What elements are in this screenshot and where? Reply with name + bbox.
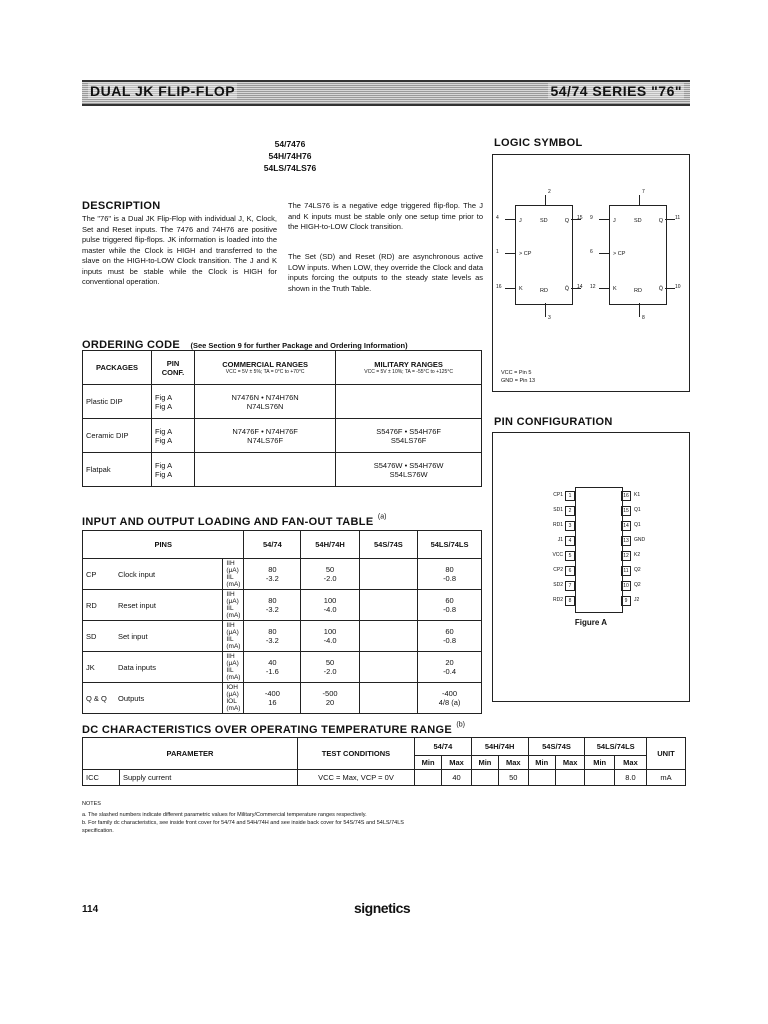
flip-flop-1: J > CP K SD RD Q Q̄ xyxy=(515,205,573,305)
value-cell: 80 -3.2 xyxy=(244,590,301,621)
pin-box: 4 xyxy=(565,536,575,546)
pin-box: 8 xyxy=(565,596,575,606)
pin-box: 15 xyxy=(621,506,631,516)
pin-box: 14 xyxy=(621,521,631,531)
table-row xyxy=(83,453,482,487)
part-number: 54H/74H76 xyxy=(268,151,312,161)
pin-desc: Reset input xyxy=(118,600,156,610)
pin-symbol: CP xyxy=(86,569,97,579)
loading-sup: (a) xyxy=(377,513,387,521)
col-unit: UNIT xyxy=(647,738,686,770)
col-group: 54S/74S xyxy=(528,738,585,756)
col-min: Min xyxy=(414,756,441,770)
notes xyxy=(82,800,412,835)
col-max: Max xyxy=(555,756,585,770)
table-row xyxy=(83,621,482,652)
dc-heading: DC CHARACTERISTICS OVER OPERATING TEMPERATURE RANGE xyxy=(82,724,452,736)
col-5474: 54/74 xyxy=(244,531,301,559)
dc-table xyxy=(82,737,686,786)
col-commercial xyxy=(195,351,336,385)
pin-config-frame xyxy=(492,432,690,702)
logic-symbol-frame xyxy=(492,154,690,392)
pin-box: 11 xyxy=(621,566,631,576)
pin-box: 3 xyxy=(565,521,575,531)
pin-number: 15 xyxy=(577,215,583,221)
pin-label: Q1 xyxy=(634,507,641,513)
col-max: Max xyxy=(499,756,529,770)
value-cell: 40 xyxy=(442,770,472,786)
commercial-cell: N7476F • N74H76F N74LS76F xyxy=(195,419,336,453)
units-cell: IIH (μA) IIL (mA) xyxy=(223,621,244,652)
col-military xyxy=(336,351,482,385)
flip-flop-2: J > CP K SD RD Q Q̄ xyxy=(609,205,667,305)
ic-package xyxy=(575,487,623,613)
col-min: Min xyxy=(585,756,615,770)
value-cell: 40 -1.6 xyxy=(244,652,301,683)
value-cell xyxy=(359,590,417,621)
vcc-note: VCC = Pin 5 xyxy=(501,370,532,376)
ordering-heading: ORDERING CODE xyxy=(82,339,181,351)
col-54h74h: 54H/74H xyxy=(301,531,359,559)
table-row xyxy=(83,770,686,786)
table-row xyxy=(83,590,482,621)
value-cell: 80 -0.8 xyxy=(418,559,482,590)
col-pins: PINS xyxy=(83,531,244,559)
pin-label: RD1 xyxy=(552,522,563,528)
pin-number: 2 xyxy=(548,189,551,195)
value-cell: 80 -3.2 xyxy=(244,559,301,590)
value-cell xyxy=(359,683,417,714)
power-notes xyxy=(501,369,535,385)
value-cell xyxy=(359,559,417,590)
loading-heading-row xyxy=(82,512,386,530)
pin-label: VCC xyxy=(552,552,563,558)
package-cell: Ceramic DIP xyxy=(83,419,152,453)
pin-number: 3 xyxy=(548,315,551,321)
value-cell: 60 -0.8 xyxy=(418,621,482,652)
part-numbers xyxy=(230,138,350,174)
value-cell: 20 -0.4 xyxy=(418,652,482,683)
gnd-note: GND = Pin 13 xyxy=(501,378,536,384)
pin-number: 10 xyxy=(675,284,681,290)
col-54ls74ls: 54LS/74LS xyxy=(418,531,482,559)
value-cell xyxy=(555,770,585,786)
table-row xyxy=(83,683,482,714)
col-parameter: PARAMETER xyxy=(83,738,298,770)
pin-box: 9 xyxy=(621,596,631,606)
pin-symbol: Q & Q xyxy=(86,693,107,703)
pin-box: 13 xyxy=(621,536,631,546)
table-row xyxy=(83,652,482,683)
note-b: b. For family dc characteristics, see inside front cover for 54/74 and 54H/74H and see inside back cover for 54S/74S and 54LS/74LS specification. xyxy=(82,820,404,834)
commercial-sub: VCC = 5V ± 5%; TA = 0°C to +70°C xyxy=(225,369,305,375)
table-row xyxy=(83,419,482,453)
pin-label: CP1 xyxy=(553,492,563,498)
conf-cell: Fig A Fig A xyxy=(152,453,195,487)
value-cell: 50 -2.0 xyxy=(301,559,359,590)
pin-label: Q2 xyxy=(634,582,641,588)
col-pin-conf: PIN CONF. xyxy=(152,351,195,385)
pin-cell xyxy=(83,683,223,714)
title-banner xyxy=(82,80,690,106)
pin-box: 6 xyxy=(565,566,575,576)
value-cell: 100 -4.0 xyxy=(301,590,359,621)
military-sub: VCC = 5V ± 10%; TA = -55°C to +125°C xyxy=(364,369,453,375)
ordering-table xyxy=(82,350,482,487)
description-col1: The "76" is a Dual JK Flip-Flop with individual J, K, Clock, Set and Reset inputs. The 7476 and 74H76 are positive pulse triggered flip-flops. JK information is loaded into the master while the Clock is HIGH and transferred to the slave on the HIGH-to-LOW Clock transition. The J and K inputs must be stable while the Clock is HIGH for conventional operation. xyxy=(82,214,277,286)
package-cell: Flatpak xyxy=(83,453,152,487)
test-cell: VCC = Max, VCP = 0V xyxy=(297,770,414,786)
value-cell xyxy=(414,770,441,786)
notes-heading: NOTES xyxy=(82,801,101,807)
value-cell: 100 -4.0 xyxy=(301,621,359,652)
pin-desc: Clock input xyxy=(118,569,156,579)
value-cell: 8.0 xyxy=(614,770,646,786)
commercial-title: COMMERCIAL RANGES xyxy=(222,360,308,369)
military-cell: S5476F • S54H76F S54LS76F xyxy=(336,419,482,453)
value-cell: -400 16 xyxy=(244,683,301,714)
symbol-cell: ICC xyxy=(83,770,120,786)
pin-label: K1 xyxy=(634,492,641,498)
pin-box: 10 xyxy=(621,581,631,591)
pin-config-heading: PIN CONFIGURATION xyxy=(494,416,613,428)
pin-symbol: SD xyxy=(86,631,97,641)
military-cell: S5476W • S54H76W S54LS76W xyxy=(336,453,482,487)
commercial-cell: N7476N • N74H76N N74LS76N xyxy=(195,385,336,419)
pin-symbol: RD xyxy=(86,600,97,610)
note-a: a. The slashed numbers indicate different parametric values for Military/Commercial temperature ranges respectively. xyxy=(82,812,367,818)
value-cell xyxy=(585,770,615,786)
description-col2-p2: The Set (SD) and Reset (RD) are asynchronous active LOW inputs. When LOW, they override the Clock and data inputs forcing the outputs to the steady state levels as shown in the Truth Table. xyxy=(288,252,483,293)
doc-title: DUAL JK FLIP-FLOP xyxy=(90,83,236,99)
pin-cell xyxy=(83,652,223,683)
units-cell: IIH (μA) IIL (mA) xyxy=(223,652,244,683)
desc-cell: Supply current xyxy=(120,770,298,786)
pin-cell xyxy=(83,590,223,621)
col-max: Max xyxy=(442,756,472,770)
military-cell xyxy=(336,385,482,419)
package-cell: Plastic DIP xyxy=(83,385,152,419)
value-cell: -500 20 xyxy=(301,683,359,714)
loading-table xyxy=(82,530,482,714)
conf-cell: Fig A Fig A xyxy=(152,385,195,419)
value-cell: 80 -3.2 xyxy=(244,621,301,652)
dc-heading-row xyxy=(82,720,465,738)
col-min: Min xyxy=(471,756,498,770)
pin-box: 12 xyxy=(621,551,631,561)
pin-number: 4 xyxy=(496,215,499,221)
col-group: 54LS/74LS xyxy=(585,738,647,756)
pin-box: 5 xyxy=(565,551,575,561)
page-number: 114 xyxy=(82,904,99,915)
pin-number: 1 xyxy=(496,249,499,255)
pin-box: 1 xyxy=(565,491,575,501)
pin-symbol: JK xyxy=(86,662,95,672)
description-col2-p1: The 74LS76 is a negative edge triggered flip-flop. The J and K inputs must be stable only one setup time prior to the HIGH-to-LOW Clock transition. xyxy=(288,201,483,231)
pin-label: Q2 xyxy=(634,567,641,573)
col-54s74s: 54S/74S xyxy=(359,531,417,559)
part-number: 54LS/74LS76 xyxy=(263,163,317,173)
units-cell: IOH (μA) IOL (mA) xyxy=(223,683,244,714)
col-test-conditions: TEST CONDITIONS xyxy=(297,738,414,770)
value-cell xyxy=(359,621,417,652)
units-cell: IIH (μA) IIL (mA) xyxy=(223,590,244,621)
pin-label: GND xyxy=(634,537,646,543)
pin-label: CP2 xyxy=(553,567,563,573)
pin-number: 14 xyxy=(577,284,583,290)
dc-sup: (b) xyxy=(456,721,465,729)
value-cell xyxy=(359,652,417,683)
pin-number: 9 xyxy=(590,215,593,221)
col-group: 54/74 xyxy=(414,738,471,756)
pin-desc: Data inputs xyxy=(118,662,156,672)
pin-number: 6 xyxy=(590,249,593,255)
value-cell: 60 -0.8 xyxy=(418,590,482,621)
pin-desc: Outputs xyxy=(118,693,145,703)
logic-symbol-heading: LOGIC SYMBOL xyxy=(494,137,583,149)
units-cell: IIH (μA) IIL (mA) xyxy=(223,559,244,590)
value-cell: -400 4/8 (a) xyxy=(418,683,482,714)
pin-number: 12 xyxy=(590,284,596,290)
description-heading: DESCRIPTION xyxy=(82,200,161,212)
pin-label: Q1 xyxy=(634,522,641,528)
col-packages: PACKAGES xyxy=(83,351,152,385)
value-cell: 50 xyxy=(499,770,529,786)
pin-number: 7 xyxy=(642,189,645,195)
pin-cell xyxy=(83,621,223,652)
pin-cell xyxy=(83,559,223,590)
commercial-cell xyxy=(195,453,336,487)
pin-number: 8 xyxy=(642,315,645,321)
ordering-note: (See Section 9 for further Package and Ordering Information) xyxy=(190,341,408,350)
pin-label: K2 xyxy=(634,552,641,558)
value-cell xyxy=(528,770,555,786)
pin-desc: Set input xyxy=(118,631,148,641)
pin-box: 2 xyxy=(565,506,575,516)
loading-heading: INPUT AND OUTPUT LOADING AND FAN-OUT TABLE xyxy=(82,516,374,528)
pin-number: 11 xyxy=(675,215,681,221)
table-row xyxy=(83,559,482,590)
part-number: 54/7476 xyxy=(274,139,306,149)
unit-cell: mA xyxy=(647,770,686,786)
brand-logo: signetics xyxy=(354,900,411,916)
pin-label: SD1 xyxy=(553,507,563,513)
pin-box: 7 xyxy=(565,581,575,591)
pin-label: RD2 xyxy=(552,597,563,603)
series-title: 54/74 SERIES "76" xyxy=(550,83,682,99)
pin-label: J1 xyxy=(557,537,563,543)
pin-label: J2 xyxy=(634,597,640,603)
col-max: Max xyxy=(614,756,646,770)
military-title: MILITARY RANGES xyxy=(374,360,443,369)
pin-number: 16 xyxy=(496,284,502,290)
conf-cell: Fig A Fig A xyxy=(152,419,195,453)
value-cell: 50 -2.0 xyxy=(301,652,359,683)
table-row xyxy=(83,385,482,419)
col-min: Min xyxy=(528,756,555,770)
value-cell xyxy=(471,770,498,786)
col-group: 54H/74H xyxy=(471,738,528,756)
figure-label: Figure A xyxy=(574,618,608,627)
pin-box: 16 xyxy=(621,491,631,501)
pin-label: SD2 xyxy=(553,582,563,588)
